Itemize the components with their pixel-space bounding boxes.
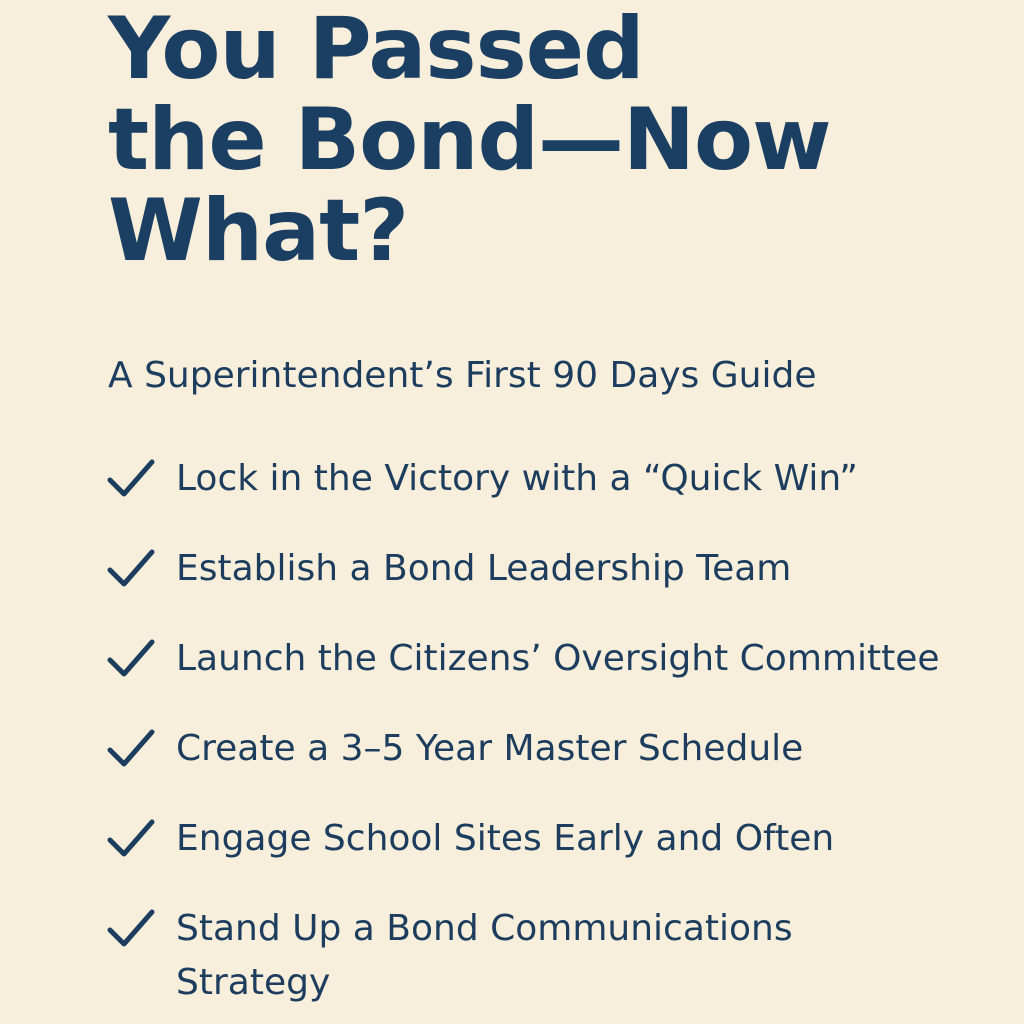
checklist-item-label: Establish a Bond Leadership Team [176,548,792,589]
checklist [106,452,1016,1003]
title-line-3: What? [108,181,409,281]
title-line-2: the Bond—Now [108,90,831,190]
checklist-item-label: Lock in the Victory with a “Quick Win” [176,458,858,499]
checkmark-icon [106,456,156,500]
checkmark-icon [106,906,156,950]
checkmark-icon [106,726,156,770]
checklist-item-label: Stand Up a Bond Communications Strategy [176,908,793,1003]
checklist-item [106,812,1016,902]
checklist-item [106,722,1016,812]
page-title [108,0,988,281]
title-line-1: You Passed [108,0,644,99]
checklist-item-label: Engage School Sites Early and Often [176,818,835,859]
checkmark-icon [106,636,156,680]
checkmark-icon [106,546,156,590]
checklist-item-label: Launch the Citizens’ Oversight Committee [176,638,940,679]
page-subtitle: A Superintendent’s First 90 Days Guide [108,355,817,396]
checkmark-icon [106,816,156,860]
checklist-item-label: Create a 3–5 Year Master Schedule [176,728,804,769]
checklist-item [106,452,1016,542]
checklist-item [106,632,1016,722]
checklist-item [106,542,1016,632]
